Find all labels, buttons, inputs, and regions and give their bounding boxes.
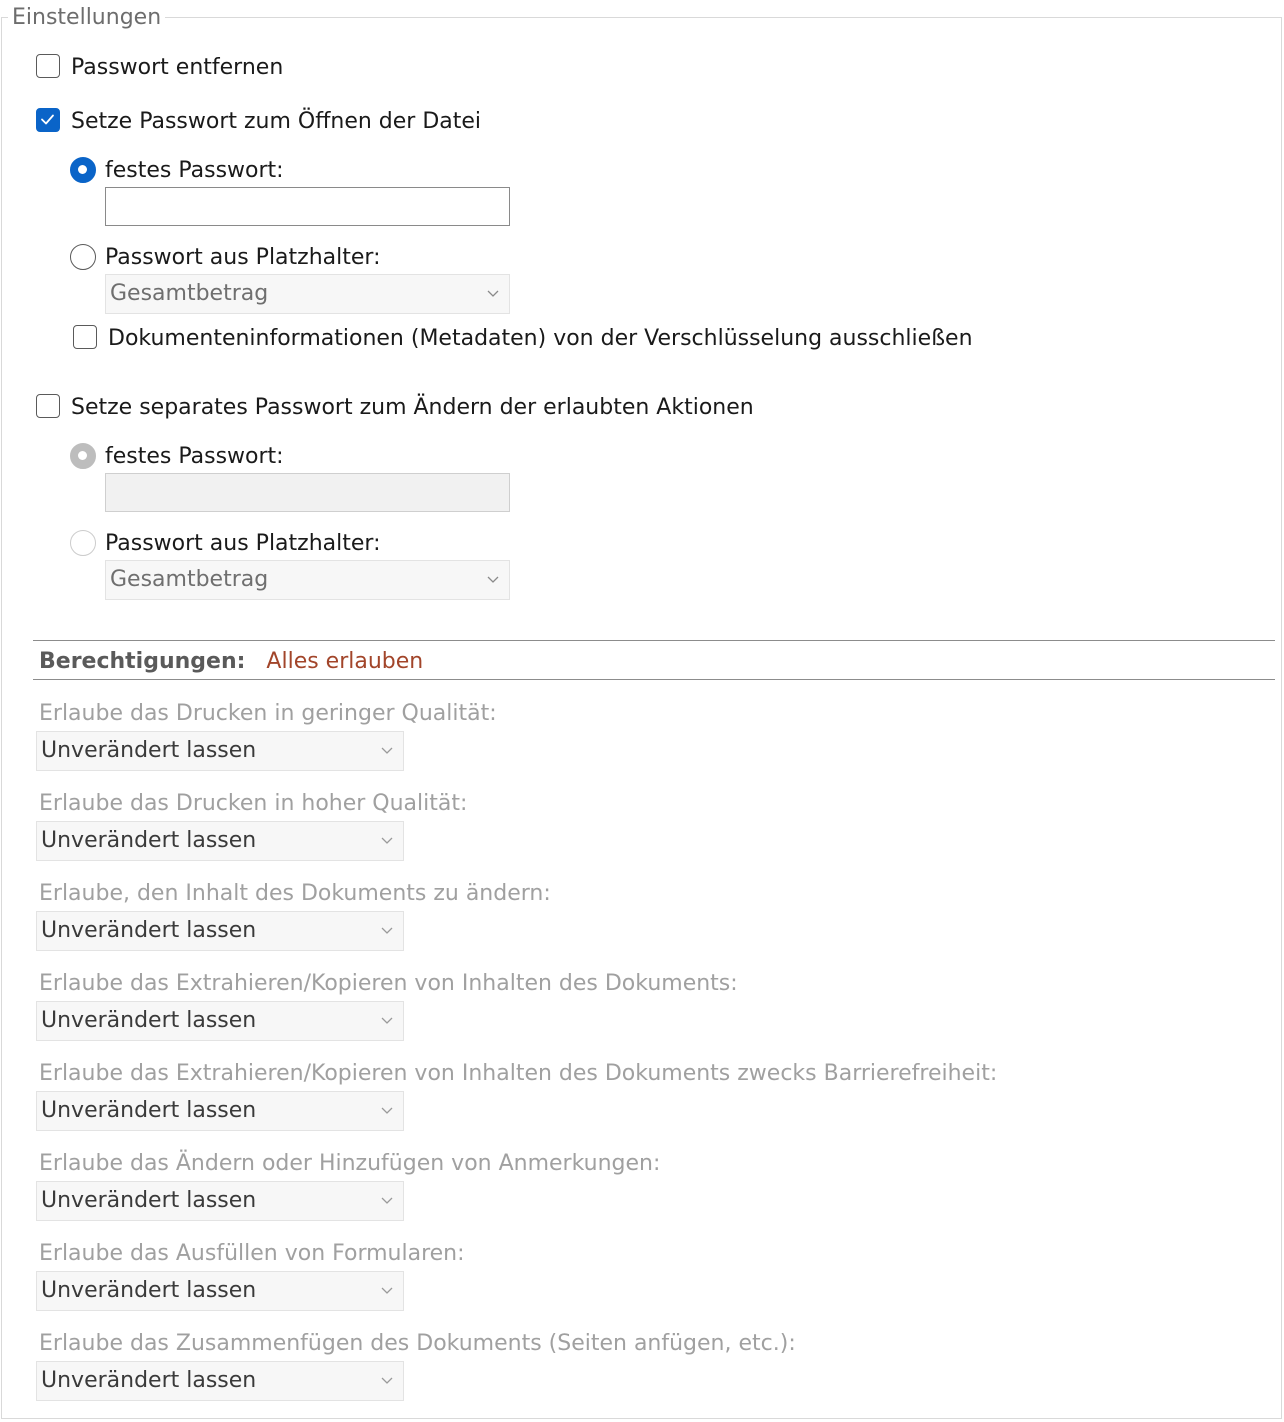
perm-fixed-password-radio[interactable] [70, 443, 96, 469]
permission-select-accessibility[interactable] [36, 1091, 404, 1131]
permission-value: Unverändert lassen [41, 1188, 257, 1213]
chevron-down-icon [381, 924, 393, 936]
permission-value: Unverändert lassen [41, 1098, 257, 1123]
permission-value: Unverändert lassen [41, 738, 257, 763]
groupbox-title: Einstellungen [8, 4, 165, 32]
permission-label-assemble: Erlaube das Zusammenfügen des Dokuments (Seiten anfügen, etc.): [39, 1331, 796, 1356]
permissions-top-separator [33, 640, 1275, 641]
open-password-label[interactable]: Setze Passwort zum Öffnen der Datei [71, 109, 482, 134]
chevron-down-icon [381, 1374, 393, 1386]
chevron-down-icon [381, 1104, 393, 1116]
permission-select-forms[interactable] [36, 1271, 404, 1311]
permissions-bottom-separator [33, 679, 1275, 680]
exclude-metadata-label[interactable]: Dokumenteninformationen (Metadaten) von der Verschlüsselung ausschließen [108, 326, 973, 351]
permissions-password-checkbox[interactable] [36, 394, 60, 418]
permission-label-accessibility: Erlaube das Extrahieren/Kopieren von Inhalten des Dokuments zwecks Barrierefreiheit: [39, 1061, 998, 1086]
permissions-heading: Berechtigungen: [39, 649, 246, 674]
open-placeholder-radio[interactable] [70, 244, 96, 270]
chevron-down-icon [487, 287, 499, 299]
permission-label-extract: Erlaube das Extrahieren/Kopieren von Inhalten des Dokuments: [39, 971, 738, 996]
open-placeholder-value: Gesamtbetrag [110, 281, 269, 306]
permission-select-high-print[interactable] [36, 821, 404, 861]
permission-select-annotations[interactable] [36, 1181, 404, 1221]
open-fixed-password-input[interactable] [105, 187, 510, 226]
exclude-metadata-checkbox[interactable] [73, 325, 97, 349]
chevron-down-icon [381, 1284, 393, 1296]
permission-value: Unverändert lassen [41, 918, 257, 943]
perm-fixed-password-label[interactable]: festes Passwort: [105, 444, 284, 469]
remove-password-label[interactable]: Passwort entfernen [71, 55, 284, 80]
permission-select-modify[interactable] [36, 911, 404, 951]
open-fixed-password-radio[interactable] [70, 157, 96, 183]
permission-value: Unverändert lassen [41, 1008, 257, 1033]
permission-select-low-print[interactable] [36, 731, 404, 771]
permission-value: Unverändert lassen [41, 1368, 257, 1393]
perm-placeholder-select[interactable] [105, 560, 510, 600]
permission-label-forms: Erlaube das Ausfüllen von Formularen: [39, 1241, 465, 1266]
permissions-header [39, 648, 423, 676]
open-fixed-password-label[interactable]: festes Passwort: [105, 158, 284, 183]
remove-password-checkbox[interactable] [36, 54, 60, 78]
permission-label-high-print: Erlaube das Drucken in hoher Qualität: [39, 791, 468, 816]
perm-placeholder-value: Gesamtbetrag [110, 567, 269, 592]
permission-label-annotations: Erlaube das Ändern oder Hinzufügen von Anmerkungen: [39, 1151, 661, 1176]
chevron-down-icon [381, 1194, 393, 1206]
checkmark-icon [37, 109, 58, 130]
open-placeholder-select[interactable] [105, 274, 510, 314]
chevron-down-icon [487, 573, 499, 585]
perm-placeholder-radio[interactable] [70, 530, 96, 556]
permission-value: Unverändert lassen [41, 1278, 257, 1303]
perm-fixed-password-input[interactable] [105, 473, 510, 512]
allow-all-link[interactable]: Alles erlauben [266, 649, 424, 674]
permission-select-assemble[interactable] [36, 1361, 404, 1401]
chevron-down-icon [381, 834, 393, 846]
permission-label-modify: Erlaube, den Inhalt des Dokuments zu ändern: [39, 881, 551, 906]
permission-label-low-print: Erlaube das Drucken in geringer Qualität: [39, 701, 497, 726]
chevron-down-icon [381, 1014, 393, 1026]
permissions-password-label[interactable]: Setze separates Passwort zum Ändern der erlaubten Aktionen [71, 395, 754, 420]
chevron-down-icon [381, 744, 393, 756]
permission-value: Unverändert lassen [41, 828, 257, 853]
permission-select-extract[interactable] [36, 1001, 404, 1041]
open-password-checkbox[interactable] [36, 108, 60, 132]
open-placeholder-label[interactable]: Passwort aus Platzhalter: [105, 245, 381, 270]
perm-placeholder-label[interactable]: Passwort aus Platzhalter: [105, 531, 381, 556]
